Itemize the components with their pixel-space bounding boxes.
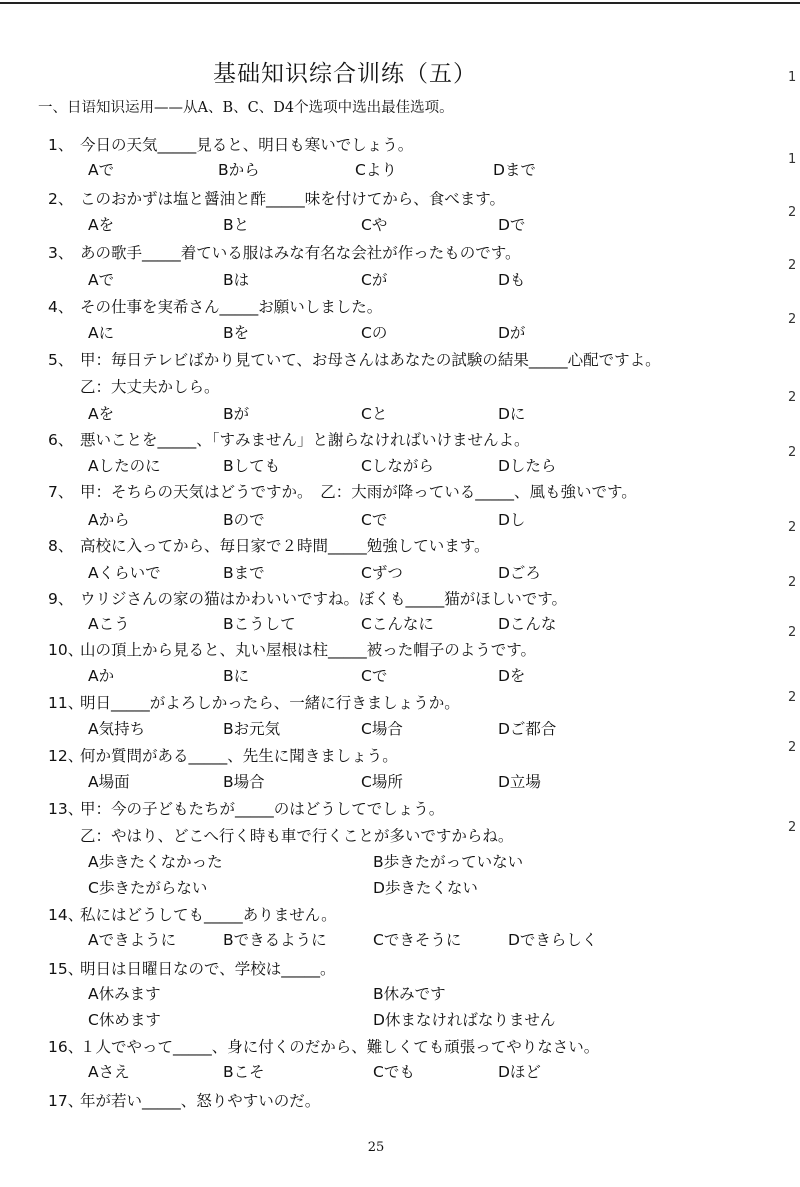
answer-option[interactable]: Bこうして bbox=[223, 615, 296, 633]
question-text: 高校に入ってから、毎日家で２時間_____勉強しています。 bbox=[80, 537, 490, 555]
answer-option[interactable]: A歩きたくなかった bbox=[88, 853, 223, 871]
answer-option[interactable]: Dを bbox=[498, 667, 526, 685]
answer-option[interactable]: D立場 bbox=[498, 773, 541, 791]
answer-option[interactable]: Dまで bbox=[493, 161, 536, 179]
question-number: 11、 bbox=[48, 694, 84, 712]
answer-option[interactable]: Cずつ bbox=[361, 564, 403, 582]
answer-option[interactable]: Dも bbox=[498, 271, 526, 289]
question-text: 甲：そちらの天気はどうですか。 乙：大雨が降っている_____、風も強いです。 bbox=[80, 483, 637, 501]
edge-mark: 2 bbox=[788, 690, 797, 705]
question-number: 5、 bbox=[48, 351, 74, 369]
edge-mark: 2 bbox=[788, 625, 797, 640]
answer-option[interactable]: Cの bbox=[361, 324, 388, 342]
answer-option[interactable]: Aくらいで bbox=[88, 564, 161, 582]
answer-option[interactable]: A休みます bbox=[88, 985, 161, 1003]
answer-option[interactable]: Bので bbox=[223, 511, 265, 529]
answer-option[interactable]: Bお元気 bbox=[223, 720, 281, 738]
answer-option[interactable]: Aさえ bbox=[88, 1063, 130, 1081]
question-text: １人でやって_____、身に付くのだから、難しくても頑張ってやりなさい。 bbox=[80, 1038, 600, 1056]
question-number: 16、 bbox=[48, 1038, 84, 1056]
question-number: 3、 bbox=[48, 244, 74, 262]
question-number: 8、 bbox=[48, 537, 74, 555]
answer-option[interactable]: Dし bbox=[498, 511, 526, 529]
answer-option[interactable]: Bできるように bbox=[223, 931, 327, 949]
question-text: 明日_____がよろしかったら、一緒に行きましょうか。 bbox=[80, 694, 460, 712]
answer-option[interactable]: Dごろ bbox=[498, 564, 541, 582]
question-number: 10、 bbox=[48, 641, 84, 659]
answer-option[interactable]: C場所 bbox=[361, 773, 403, 791]
question-text: 年が若い_____、怒りやすいのだ。 bbox=[80, 1092, 321, 1110]
answer-option[interactable]: Bに bbox=[223, 667, 250, 685]
question-number: 15、 bbox=[48, 960, 84, 978]
question-text: 乙：やはり、どこへ行く時も車で行くことが多いですからね。 bbox=[80, 827, 514, 845]
answer-option[interactable]: Aか bbox=[88, 667, 115, 685]
answer-option[interactable]: Cこんなに bbox=[361, 615, 434, 633]
answer-option[interactable]: Bと bbox=[223, 216, 250, 234]
answer-option[interactable]: Cと bbox=[361, 405, 388, 423]
question-number: 2、 bbox=[48, 190, 74, 208]
answer-option[interactable]: C休めます bbox=[88, 1011, 161, 1029]
question-text: その仕事を実希さん_____お願いしました。 bbox=[80, 298, 383, 316]
answer-option[interactable]: Dこんな bbox=[498, 615, 557, 633]
answer-option[interactable]: Aに bbox=[88, 324, 115, 342]
answer-option[interactable]: Cできそうに bbox=[373, 931, 462, 949]
question-text: 甲：今の子どもたちが_____のはどうしてでしょう。 bbox=[80, 800, 445, 818]
answer-option[interactable]: Bから bbox=[218, 161, 260, 179]
section-instruction: 一、日语知识运用——从A、B、C、D4个选项中选出最佳选项。 bbox=[38, 100, 454, 116]
answer-option[interactable]: Dできらしく bbox=[508, 931, 598, 949]
answer-option[interactable]: Aこう bbox=[88, 615, 130, 633]
question-text: 今日の天気_____見ると、明日も寒いでしょう。 bbox=[80, 136, 414, 154]
answer-option[interactable]: Cで bbox=[361, 667, 388, 685]
edge-mark: 2 bbox=[788, 205, 797, 220]
question-text: 私にはどうしても_____ありません。 bbox=[80, 906, 337, 924]
edge-mark: 1 bbox=[788, 70, 797, 85]
answer-option[interactable]: A場面 bbox=[88, 773, 130, 791]
question-number: 7、 bbox=[48, 483, 74, 501]
answer-option[interactable]: Bしても bbox=[223, 457, 281, 475]
top-rule bbox=[0, 2, 800, 4]
answer-option[interactable]: Dに bbox=[498, 405, 526, 423]
question-text: 山の頂上から見ると、丸い屋根は柱_____被った帽子のようです。 bbox=[80, 641, 537, 659]
answer-option[interactable]: Cより bbox=[355, 161, 397, 179]
answer-option[interactable]: Dほど bbox=[498, 1063, 541, 1081]
question-number: 17、 bbox=[48, 1092, 84, 1110]
question-number: 14、 bbox=[48, 906, 84, 924]
edge-mark: 2 bbox=[788, 520, 797, 535]
answer-option[interactable]: Dご都合 bbox=[498, 720, 557, 738]
answer-option[interactable]: Cが bbox=[361, 271, 388, 289]
answer-option[interactable]: Dで bbox=[498, 216, 526, 234]
answer-option[interactable]: Bは bbox=[223, 271, 250, 289]
answer-option[interactable]: Dが bbox=[498, 324, 526, 342]
answer-option[interactable]: Aで bbox=[88, 161, 115, 179]
edge-mark: 1 bbox=[788, 152, 797, 167]
answer-option[interactable]: B場合 bbox=[223, 773, 265, 791]
edge-mark: 2 bbox=[788, 820, 797, 835]
edge-mark: 2 bbox=[788, 740, 797, 755]
question-number: 4、 bbox=[48, 298, 74, 316]
answer-option[interactable]: Cや bbox=[361, 216, 388, 234]
question-number: 13、 bbox=[48, 800, 84, 818]
answer-option[interactable]: Cで bbox=[361, 511, 388, 529]
answer-option[interactable]: Bまで bbox=[223, 564, 265, 582]
answer-option[interactable]: Aから bbox=[88, 511, 130, 529]
page-title: 基础知识综合训练（五） bbox=[213, 61, 477, 87]
question-text: 乙：大丈夫かしら。 bbox=[80, 378, 220, 396]
answer-option[interactable]: D歩きたくない bbox=[373, 879, 478, 897]
edge-mark: 2 bbox=[788, 445, 797, 460]
question-text: あの歌手_____着ている服はみな有名な会社が作ったものです。 bbox=[80, 244, 521, 262]
page-number: 25 bbox=[367, 1140, 385, 1155]
question-text: ウリジさんの家の猫はかわいいですね。ぼくも_____猫がほしいです。 bbox=[80, 590, 568, 608]
question-number: 12、 bbox=[48, 747, 84, 765]
question-number: 9、 bbox=[48, 590, 74, 608]
answer-option[interactable]: B休みです bbox=[373, 985, 446, 1003]
answer-option[interactable]: D休まなければなりません bbox=[373, 1011, 556, 1029]
question-text: このおかずは塩と醤油と酢_____味を付けてから、食べます。 bbox=[80, 190, 506, 208]
answer-option[interactable]: Dしたら bbox=[498, 457, 557, 475]
answer-option[interactable]: C場合 bbox=[361, 720, 403, 738]
answer-option[interactable]: A気持ち bbox=[88, 720, 146, 738]
edge-mark: 2 bbox=[788, 390, 797, 405]
question-text: 甲：毎日テレビばかり見ていて、お母さんはあなたの試験の結果_____心配ですよ。 bbox=[80, 351, 661, 369]
edge-mark: 2 bbox=[788, 312, 797, 327]
answer-option[interactable]: Aを bbox=[88, 216, 115, 234]
question-number: 6、 bbox=[48, 431, 74, 449]
answer-option[interactable]: B歩きたがっていない bbox=[373, 853, 524, 871]
answer-option[interactable]: Aで bbox=[88, 271, 115, 289]
question-text: 明日は日曜日なので、学校は_____。 bbox=[80, 960, 336, 978]
answer-option[interactable]: Cしながら bbox=[361, 457, 434, 475]
answer-option[interactable]: Aを bbox=[88, 405, 115, 423]
question-number: 1、 bbox=[48, 136, 74, 154]
answer-option[interactable]: C歩きたがらない bbox=[88, 879, 208, 897]
answer-option[interactable]: Bこそ bbox=[223, 1063, 265, 1081]
answer-option[interactable]: Bが bbox=[223, 405, 250, 423]
answer-option[interactable]: Aしたのに bbox=[88, 457, 161, 475]
answer-option[interactable]: Cでも bbox=[373, 1063, 415, 1081]
answer-option[interactable]: Aできように bbox=[88, 931, 177, 949]
edge-mark: 2 bbox=[788, 575, 797, 590]
question-text: 悪いことを_____、「すみません」と謝らなければいけませんよ。 bbox=[80, 431, 530, 449]
edge-mark: 2 bbox=[788, 258, 797, 273]
question-text: 何か質問がある_____、先生に聞きましょう。 bbox=[80, 747, 398, 765]
answer-option[interactable]: Bを bbox=[223, 324, 250, 342]
